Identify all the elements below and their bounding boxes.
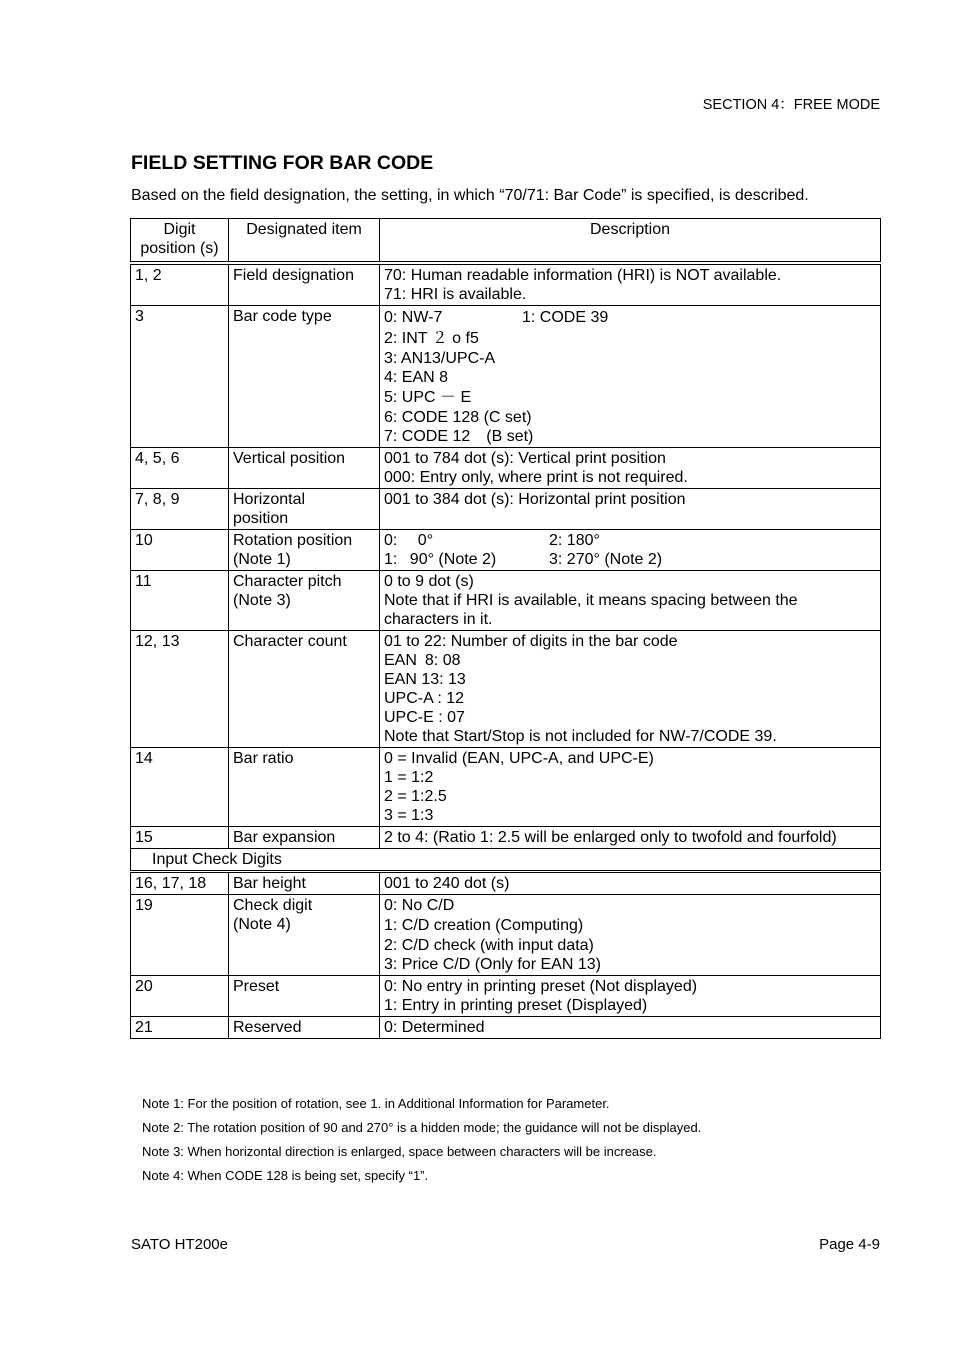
item-cell: Character count	[229, 631, 380, 748]
table-row	[131, 827, 881, 849]
table-row	[131, 895, 881, 976]
digit-cell: 7, 8, 9	[131, 489, 229, 530]
description-cell	[380, 448, 881, 489]
description-cell	[380, 530, 881, 571]
note-3: Note 3: When horizontal direction is enlarged, space between characters will be increase.	[142, 1144, 657, 1159]
item-cell	[229, 489, 380, 530]
table-row	[131, 263, 881, 306]
table-header-row	[131, 219, 881, 264]
item-cell: Bar height	[229, 872, 380, 895]
digit-cell: 15	[131, 827, 229, 849]
rotation-option: 2: 180°	[549, 532, 600, 549]
digit-cell: 4, 5, 6	[131, 448, 229, 489]
item-cell: Preset	[229, 976, 380, 1017]
description-cell	[380, 976, 881, 1017]
description-line: 001 to 240 dot (s)	[384, 875, 510, 892]
note-4: Note 4: When CODE 128 is being set, specify “1”.	[142, 1168, 429, 1183]
item-line: (Note 1)	[233, 551, 291, 568]
header-designated-item: Designated item	[229, 219, 380, 264]
description-line: 0: No entry in printing preset (Not displayed)	[384, 978, 698, 995]
description-line: UPC-A : 12	[384, 690, 465, 707]
description-line: 2: C/D check (with input data)	[384, 937, 594, 954]
description-line: 1 = 1:2	[384, 769, 434, 786]
item-cell	[229, 530, 380, 571]
description-cell	[380, 748, 881, 827]
table-row	[131, 631, 881, 748]
description-line: 001 to 384 dot (s): Horizontal print position	[384, 491, 686, 508]
intro-text: Based on the field designation, the setting, in which “70/71: Bar Code” is specified, is described.	[131, 187, 809, 204]
digit-cell: 19	[131, 895, 229, 976]
digit-cell: 3	[131, 306, 229, 448]
table-row	[131, 976, 881, 1017]
item-cell: Bar code type	[229, 306, 380, 448]
description-line	[384, 307, 876, 328]
digit-cell: 12, 13	[131, 631, 229, 748]
description-cell	[380, 571, 881, 631]
description-cell	[380, 872, 881, 895]
rotation-line	[384, 550, 876, 569]
table-row	[131, 530, 881, 571]
header-description: Description	[380, 219, 881, 264]
digit-cell: 21	[131, 1017, 229, 1039]
table-section-row	[131, 849, 881, 872]
item-line: Check digit	[233, 897, 313, 914]
item-line: Horizontal	[233, 491, 306, 508]
bar-code-option: 2: INT ２ o f5	[384, 330, 479, 347]
rotation-line	[384, 531, 876, 550]
digit-cell: 20	[131, 976, 229, 1017]
table-row	[131, 489, 881, 530]
description-line: 70: Human readable information (HRI) is NOT available.	[384, 267, 782, 284]
item-cell: Field designation	[229, 263, 380, 306]
item-line: Character pitch	[233, 573, 342, 590]
item-cell	[229, 571, 380, 631]
item-line: (Note 4)	[233, 916, 291, 933]
description-line: 0 = Invalid (EAN, UPC-A, and UPC-E)	[384, 750, 654, 767]
description-line: 71: HRI is available.	[384, 286, 527, 303]
description-line: 001 to 784 dot (s): Vertical print position	[384, 450, 666, 467]
description-line: 2 to 4: (Ratio 1: 2.5 will be enlarged only to twofold and fourfold)	[384, 829, 837, 846]
description-line: UPC-E : 07	[384, 709, 465, 726]
item-cell: Reserved	[229, 1017, 380, 1039]
digit-cell: 1, 2	[131, 263, 229, 306]
description-line: EAN 13: 13	[384, 671, 466, 688]
section-label: Input Check Digits	[131, 849, 881, 872]
item-line: (Note 3)	[233, 592, 291, 609]
digit-cell: 10	[131, 530, 229, 571]
description-cell	[380, 1017, 881, 1039]
description-cell	[380, 306, 881, 448]
item-line: Rotation position	[233, 532, 353, 549]
description-line: 1: C/D creation (Computing)	[384, 917, 584, 934]
description-cell	[380, 489, 881, 530]
description-line: 0: Determined	[384, 1019, 485, 1036]
bar-code-option: 4: EAN 8	[384, 369, 449, 386]
description-line: 3: Price C/D (Only for EAN 13)	[384, 956, 601, 973]
rotation-option: 0: 0°	[384, 532, 434, 549]
table-row	[131, 1017, 881, 1039]
item-cell	[229, 895, 380, 976]
table-row	[131, 748, 881, 827]
bar-code-option: 5: UPC － E	[384, 389, 472, 406]
bar-code-option: 0: NW-7	[384, 309, 443, 326]
description-cell	[380, 263, 881, 306]
bar-code-option: 1: CODE 39	[522, 309, 609, 326]
bar-code-option: 3: AN13/UPC-A	[384, 350, 496, 367]
description-cell	[380, 895, 881, 976]
item-cell: Bar ratio	[229, 748, 380, 827]
rotation-option: 1: 90° (Note 2)	[384, 551, 497, 568]
item-cell: Bar expansion	[229, 827, 380, 849]
digit-cell: 16, 17, 18	[131, 872, 229, 895]
header-digit-position: Digit position (s)	[131, 219, 229, 264]
note-2: Note 2: The rotation position of 90 and 270° is a hidden mode; the guidance will not be displayed.	[142, 1120, 702, 1135]
bar-code-option: 7: CODE 12 (B set)	[384, 428, 534, 445]
table-row	[131, 571, 881, 631]
page-title: FIELD SETTING FOR BAR CODE	[131, 152, 434, 174]
rotation-option: 3: 270° (Note 2)	[549, 551, 663, 568]
table-row	[131, 448, 881, 489]
description-line: 3 = 1:3	[384, 807, 434, 824]
field-setting-table	[130, 218, 881, 1039]
description-line: 01 to 22: Number of digits in the bar code	[384, 633, 678, 650]
description-line: 000: Entry only, where print is not required.	[384, 469, 688, 486]
footer-product-name: SATO HT200e	[131, 1236, 228, 1253]
item-cell: Vertical position	[229, 448, 380, 489]
description-line: 0 to 9 dot (s)	[384, 573, 474, 590]
description-line: Note that Start/Stop is not included for NW-7/CODE 39.	[384, 728, 777, 745]
digit-cell: 11	[131, 571, 229, 631]
description-line: EAN 8: 08	[384, 652, 461, 669]
digit-cell: 14	[131, 748, 229, 827]
description-cell	[380, 631, 881, 748]
item-line: position	[233, 510, 289, 527]
footer-page-number: Page 4-9	[819, 1236, 880, 1253]
section-header: SECTION 4：FREE MODE	[702, 97, 880, 113]
table-row	[131, 306, 881, 448]
description-line: 2 = 1:2.5	[384, 788, 447, 805]
notes-section	[142, 1092, 701, 1188]
description-line: 0: No C/D	[384, 897, 455, 914]
description-cell	[380, 827, 881, 849]
bar-code-option: 6: CODE 128 (C set)	[384, 409, 532, 426]
table-row	[131, 872, 881, 895]
note-1: Note 1: For the position of rotation, see 1. in Additional Information for Parameter.	[142, 1096, 610, 1111]
description-line: 1: Entry in printing preset (Displayed)	[384, 997, 648, 1014]
description-line: Note that if HRI is available, it means spacing between the characters in it.	[384, 592, 798, 628]
